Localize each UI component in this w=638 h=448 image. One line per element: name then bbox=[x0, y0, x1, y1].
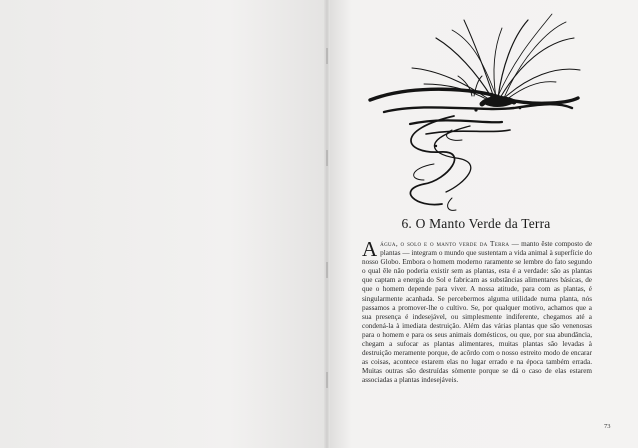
binding-stitch bbox=[326, 48, 328, 64]
opening-words: água, o solo e o manto verde da Terra bbox=[380, 240, 510, 248]
page-number: 73 bbox=[604, 423, 611, 430]
drop-cap: A bbox=[362, 237, 378, 261]
binding-stitch bbox=[326, 150, 328, 166]
binding-stitch bbox=[326, 372, 328, 388]
chapter-title: 6. O Manto Verde da Terra bbox=[401, 216, 551, 231]
grass-and-water-illustration bbox=[352, 12, 584, 212]
binding-stitch bbox=[326, 262, 328, 278]
body-paragraph: — manto êste composto de plantas — integram o mundo que sustentam a vida animal à superfície do nosso Globo. Embora o homem moderno raramente se lembre do fato segundo o qual êle não poderia existir sem as plantas, esta é a verdade: são as plantas que captam a energia do Sol e fabricam as substâncias alimentares básicas, de que o homem depende para viver. A nossa atitude, para com as plantas, é singularmente acanhada. Se percebermos alguma utilidade numa planta, nós passamos a promover-lhe o cultivo. Se, por qualquer motivo, achamos que a sua presença é indesejável, ou simplesmente indiferente, chegamos até a condená-la à imediata destruição. Além das várias plantas que são venenosas para o homem e para os seus animais domésticos, ou que, por sua abundância, chegam a sufocar as plantas alimentares, muitas plantas são levadas à destruição meramente porque, de acôrdo com o nosso estreito modo de encarar as coisas, acontece estarem elas no lugar errado e na época também errada. Muitas outras são destruídas sòmente porque se dá o caso de elas estarem associadas a plantas indesejáveis. bbox=[362, 240, 593, 385]
chapter-body bbox=[362, 237, 593, 386]
